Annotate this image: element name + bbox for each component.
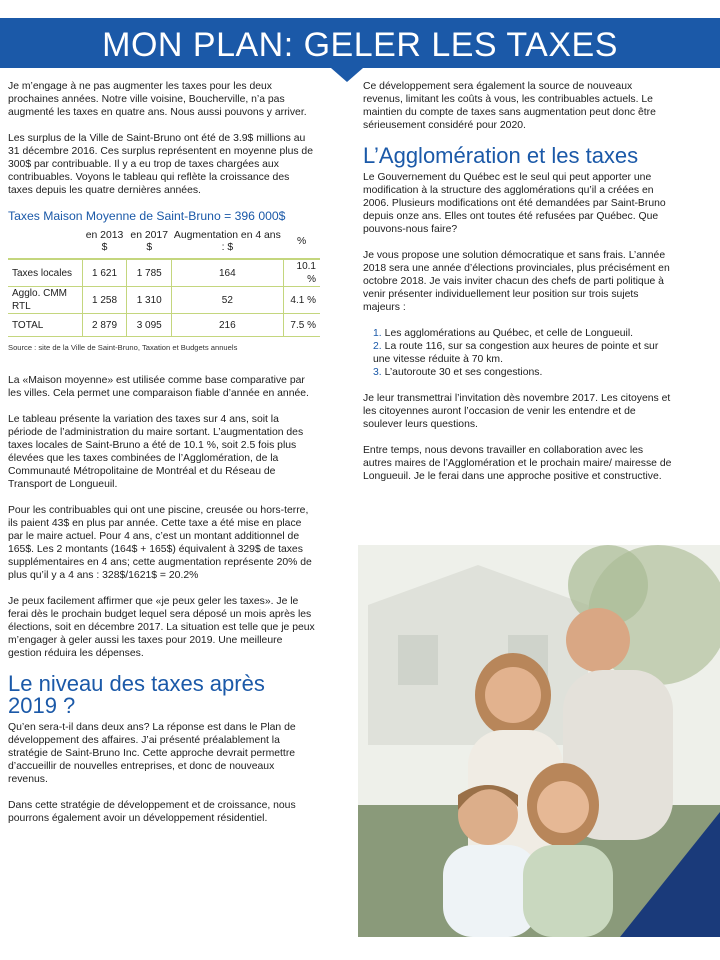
row-label: Agglo. CMM RTL: [8, 287, 82, 314]
table-title: Taxes Maison Moyenne de Saint-Bruno = 396 000$: [8, 209, 286, 223]
paragraph: Le tableau présente la variation des taxes sur 4 ans, soit la période de l’administration du maire sortant. L’augmentation des taxes locales de Saint-Bruno a été de 10.1 %, soit 2.5 fois plus élevées que les taxes combinées de l’Agglomération, de la Communauté Métropolitaine de Montréal et du Réseau de Transport de Longueuil.: [8, 414, 304, 490]
paragraph: Je leur transmettrai l’invitation dès novembre 2017. Les citoyens et les citoyennes auront l’occasion de venir les entendre et de soulever leurs questions.: [363, 393, 671, 430]
paragraph: Je m’engage à ne pas augmenter les taxes pour les deux prochaines années. Notre ville voisine, Boucherville, n’a pas augmenté les taxes en quatre ans. Nous aussi pouvons y arriver.: [8, 81, 307, 118]
section-heading: Le niveau des taxes après 2019 ?: [8, 671, 265, 718]
page-title: MON PLAN: GELER LES TAXES: [102, 26, 618, 64]
paragraph: Pour les contribuables qui ont une piscine, creusée ou hors-terre, ils paient 43$ en plus par année. Cette taxe a été mise en place par le maire actuel. Pour 4 ans, c’est un montant additionnel de 165$. Les 2 montants (164$ + 165$) équivalent à 329$ de taxes supplémentaires en 4 ans; cette augmentation représente 20% de plus qu’il y a 4 ans : 328$/1621$ = 20.2%: [8, 505, 312, 581]
table-cell: 3 095: [127, 314, 172, 337]
list-number: 2.: [373, 341, 382, 352]
paragraph: Entre temps, nous devons travailler en collaboration avec les autres maires de l’Agglomération et le prochain maire/ mairesse de Longueuil. Je le ferai dans une approche positive et constructive.: [363, 445, 672, 482]
banner-notch: [331, 68, 363, 82]
paragraph: La «Maison moyenne» est utilisée comme base comparative par les villes. Cela permet une comparaison fiable d’année en année.: [8, 375, 309, 399]
numbered-list: [363, 327, 673, 379]
table-header: Augmentation en 4 ans : $: [173, 230, 281, 253]
table-cell: 10.1 %: [283, 259, 320, 287]
table-cell: 1 785: [127, 259, 172, 287]
table-cell: 216: [172, 314, 284, 337]
section-heading: L’Agglomération et les taxes: [363, 143, 639, 168]
table-source: Source : site de la Ville de Saint-Bruno, Taxation et Budgets annuels: [8, 343, 238, 352]
paragraph: Je peux facilement affirmer que «je peux geler les taxes». Je le ferai dès le prochain budget lequel sera déposé un mois après les élections, soit en décembre 2017. La situation est telle que je peux m’engager à geler aussi les taxes pour 2019. Une meilleure gestion réduira les dépenses.: [8, 596, 315, 659]
list-text: Les agglomérations au Québec, et celle de Longueuil.: [384, 328, 634, 339]
left-column: [8, 80, 316, 838]
paragraph: Ce développement sera également la source de nouveaux revenus, limitant les coûts à vous, les contribuables actuels. Le maintien du compte de taxes sans augmentation peut donc être sérieusement considéré pour 2020.: [363, 81, 656, 131]
table-cell: 1 258: [82, 287, 127, 314]
list-item: [373, 366, 673, 379]
table-row: [8, 259, 320, 287]
paragraph: Qu’en sera-t-il dans deux ans? La réponse est dans le Plan de développement des affaires. J’ai présenté préalablement la stratégie de Saint-Bruno Inc. Cette approche devrait permettre d’accueillir de nouvelles entreprises, et donc de nouveaux revenus.: [8, 722, 296, 785]
table-cell: 2 879: [82, 314, 127, 337]
paragraph: Je vous propose une solution démocratique et sans frais. L’année 2018 sera une année d’élections provinciales, plus précisément en octobre 2018. Je vais inviter chacun des chefs de parti politique à venir présenter individuellement leur position sur trois sujets majeurs :: [363, 250, 670, 313]
corner-accent: [620, 812, 720, 937]
row-label: TOTAL: [8, 314, 82, 337]
table-header: en 2017 $: [130, 230, 168, 253]
row-label: Taxes locales: [8, 259, 82, 287]
table-header: [8, 227, 82, 259]
table-row: [8, 314, 320, 337]
paragraph: Les surplus de la Ville de Saint-Bruno ont été de 3.9$ millions au 31 décembre 2016. Ces surplus représentent en moyenne plus de 300$ par contribuable. Il y a eu trop de taxes chargées aux contribuables. Voyons le tableau qui reflète la croissance des taxes depuis les quatre dernières années.: [8, 133, 313, 196]
table-header: %: [296, 236, 307, 247]
paragraph: Le Gouvernement du Québec est le seul qui peut apporter une modification à la structure des agglomérations qu’il a créées en 2006. Plusieurs modifications ont été demandées par Saint-Bruno depuis onze ans. Elles ont toutes été refusées par Québec. Que pouvons-nous faire?: [363, 172, 666, 235]
right-column: [363, 80, 673, 496]
list-text: La route 116, sur sa congestion aux heures de pointe et sur une vitesse réduite à 70 km.: [373, 341, 659, 365]
table-cell: 4.1 %: [283, 287, 320, 314]
table-cell: 164: [172, 259, 284, 287]
table-cell: 52: [172, 287, 284, 314]
list-text: L’autoroute 30 et ses congestions.: [384, 367, 543, 378]
table-cell: 1 621: [82, 259, 127, 287]
paragraph: Dans cette stratégie de développement et de croissance, nous pourrons également avoir un développement résidentiel.: [8, 800, 296, 824]
list-item: [373, 340, 673, 366]
list-number: 3.: [373, 367, 382, 378]
list-item: [373, 327, 673, 340]
taxes-table: [8, 227, 320, 337]
list-number: 1.: [373, 328, 382, 339]
table-header: en 2013 $: [85, 230, 124, 253]
table-row: [8, 287, 320, 314]
page-banner: [0, 18, 720, 68]
table-cell: 7.5 %: [283, 314, 320, 337]
table-cell: 1 310: [127, 287, 172, 314]
